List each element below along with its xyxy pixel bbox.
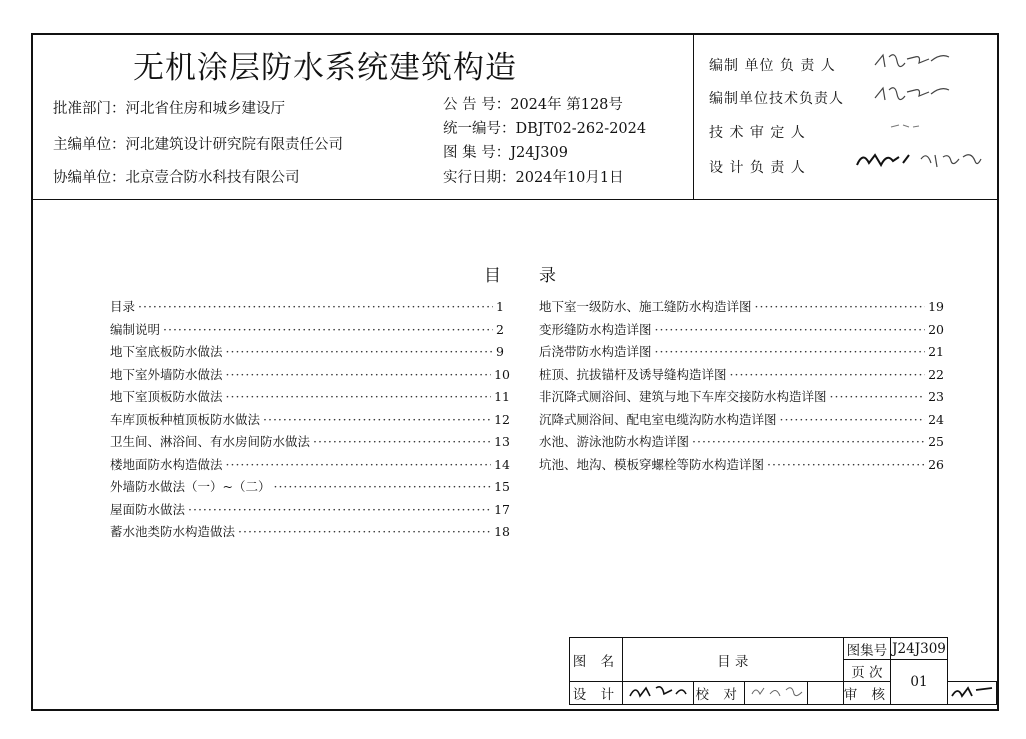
reviewer-signature — [948, 682, 997, 705]
toc-item: 楼地面防水构造做法 ····· 14 — [110, 455, 510, 478]
toc-item: 蓄水池类防水构造做法 ····· 18 — [110, 522, 510, 545]
drawing-name-value: 目 录 — [622, 638, 843, 682]
toc-item: 非沉降式厕浴间、建筑与地下车库交接防水构造详图 ····· 23 — [539, 387, 944, 410]
reviewer-label: 审 核 — [843, 682, 890, 705]
toc-item: 屋面防水做法 ····· 17 — [110, 500, 510, 523]
checker-label: 校 对 — [693, 682, 744, 705]
designer-signature-mark — [626, 682, 690, 700]
unit-head-label: 编制 单位 负 责 人 — [709, 58, 836, 74]
page-title: 无机涂层防水系统建筑构造 — [133, 50, 517, 86]
unified-number: 统一编号：DBJT02-262-2024 — [443, 121, 647, 137]
toc-item: 地下室底板防水做法 ····· 9 — [110, 342, 510, 365]
toc-item: 后浇带防水构造详图 ····· 21 — [539, 342, 944, 365]
header-divider — [693, 35, 694, 199]
signature-technical-reviewer — [889, 119, 929, 133]
co-editor-unit: 协编单位：北京壹合防水科技有限公司 — [53, 170, 300, 186]
toc-item: 卫生间、淋浴间、有水房间防水做法 ····· 13 — [110, 432, 510, 455]
toc-left-column — [110, 297, 510, 545]
effective-date: 实行日期：2024年10月1日 — [443, 170, 624, 186]
checker-signature — [744, 682, 807, 705]
checker-signature-mark — [748, 682, 804, 700]
technical-reviewer-label: 技 术 审 定 人 — [709, 125, 806, 141]
drawing-frame — [31, 33, 999, 711]
chief-editor-unit: 主编单位：河北建筑设计研究院有限责任公司 — [53, 137, 343, 153]
signature-tech-head — [871, 82, 951, 106]
toc-item: 地下室顶板防水做法 ····· 11 — [110, 387, 510, 410]
announcement-number: 公 告 号：2024年 第128号 — [443, 97, 623, 113]
toc-item: 沉降式厕浴间、配电室电缆沟防水构造详图 ····· 24 — [539, 410, 944, 433]
title-block — [569, 637, 997, 705]
toc-item: 目录 ····· 1 — [110, 297, 510, 320]
toc-item: 地下室外墙防水做法 ····· 10 — [110, 365, 510, 388]
signature-design-head — [853, 145, 983, 175]
toc-item: 车库顶板种植顶板防水做法 ····· 12 — [110, 410, 510, 433]
atlas-number-value: J24J309 — [891, 638, 948, 660]
toc-heading-right: 录 — [539, 266, 556, 286]
atlas-number: 图 集 号：J24J309 — [443, 145, 568, 161]
drawing-name-label: 图 名 — [570, 638, 623, 682]
toc-item: 坑池、地沟、模板穿螺栓等防水构造详图 ····· 26 — [539, 455, 944, 478]
signature-unit-head — [871, 49, 951, 73]
toc-item: 水池、游泳池防水构造详图 ····· 25 — [539, 432, 944, 455]
toc-item: 变形缝防水构造详图 ····· 20 — [539, 320, 944, 343]
toc-item: 外墙防水做法（一）~（二） ····· 15 — [110, 477, 510, 500]
toc-heading-left: 目 — [484, 266, 501, 286]
header-bottom-border — [33, 199, 997, 200]
toc-item: 地下室一级防水、施工缝防水构造详图 ····· 19 — [539, 297, 944, 320]
toc-item: 桩顶、抗拔锚杆及诱导缝构造详图 ····· 22 — [539, 365, 944, 388]
designer-label: 设 计 — [570, 682, 623, 705]
design-head-label: 设 计 负 责 人 — [709, 160, 806, 176]
approval-department: 批准部门：河北省住房和城乡建设厅 — [53, 101, 285, 117]
designer-signature — [622, 682, 693, 705]
reviewer-signature-mark — [948, 682, 996, 700]
page-number-label: 页 次 — [843, 660, 890, 682]
checker-spacer — [807, 682, 843, 705]
page-number-value: 01 — [891, 660, 948, 705]
toc-item: 编制说明 ····· 2 — [110, 320, 510, 343]
toc-right-column — [539, 297, 944, 477]
atlas-number-label: 图集号 — [843, 638, 890, 660]
tech-head-label: 编制单位技术负责人 — [709, 91, 844, 107]
